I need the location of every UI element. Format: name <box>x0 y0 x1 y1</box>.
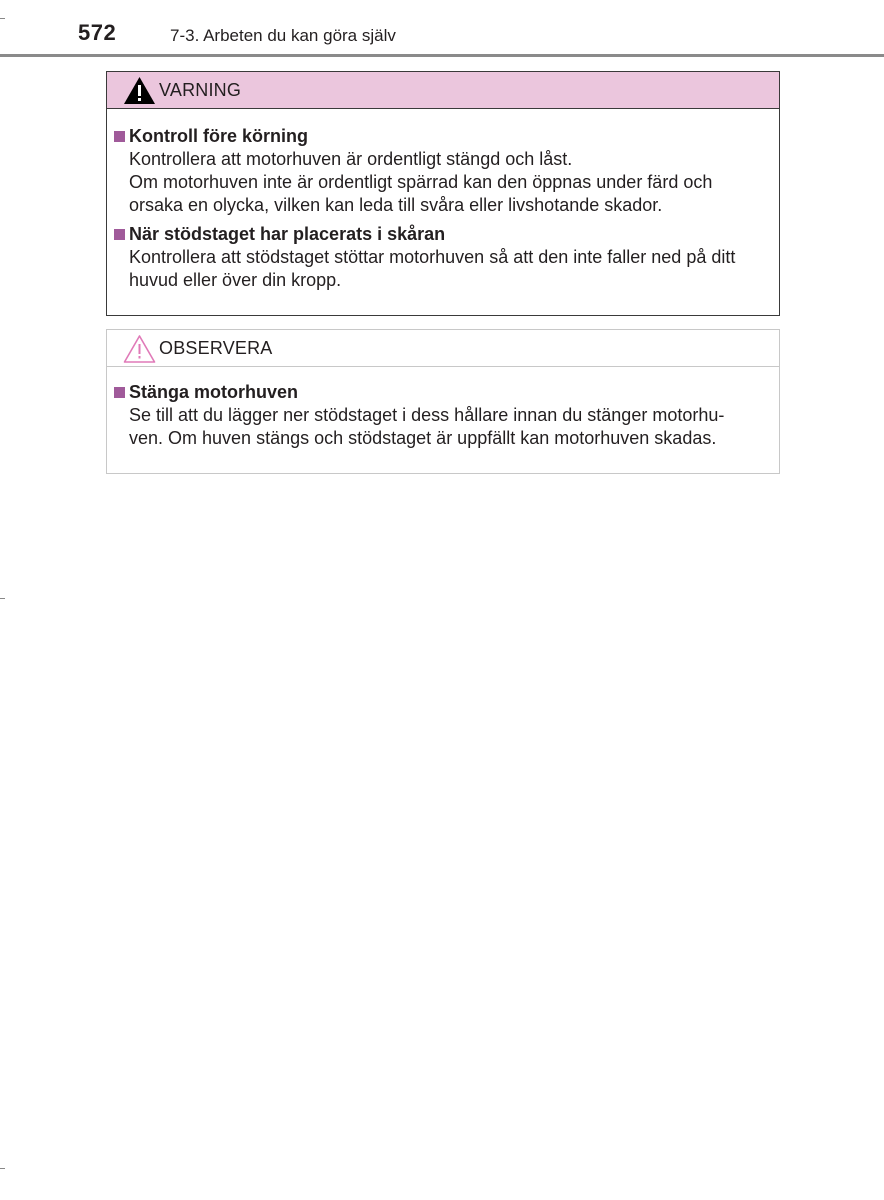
crop-mark-middle <box>0 598 5 599</box>
item-body-line: orsaka en olycka, vilken kan leda till svåra eller livshotande skador. <box>129 195 663 215</box>
warning-item-pre-drive-check <box>107 124 779 217</box>
square-bullet-icon <box>114 387 125 398</box>
item-body <box>107 246 779 292</box>
caution-box-header <box>107 330 779 367</box>
warning-item-support-rod <box>107 222 779 292</box>
item-title: Stänga motorhuven <box>129 382 299 402</box>
item-title: Kontroll före körning <box>129 126 308 146</box>
page-number: 572 <box>78 20 117 45</box>
caution-label: OBSERVERA <box>159 338 273 358</box>
item-body <box>107 404 779 450</box>
page-header <box>0 0 884 58</box>
section-title: 7-3. Arbeten du kan göra själv <box>170 26 396 45</box>
item-body-line: Kontrollera att stödstaget stöttar motorhuven så att den inte faller ned på ditt <box>129 247 736 267</box>
caution-item-close-hood <box>107 380 779 450</box>
warning-label: VARNING <box>159 80 242 100</box>
warning-box-header <box>107 72 779 109</box>
item-body-line: Om motorhuven inte är ordentligt spärrad kan den öppnas under färd och <box>129 172 713 192</box>
item-body-line: Kontrollera att motorhuven är ordentligt stängd och låst. <box>129 149 573 169</box>
square-bullet-icon <box>114 229 125 240</box>
item-title: När stödstaget har placerats i skåran <box>129 224 446 244</box>
warning-box <box>106 71 780 316</box>
header-rule <box>0 54 884 57</box>
caution-triangle-icon <box>123 334 156 363</box>
item-body <box>107 148 779 217</box>
item-body-line: Se till att du lägger ner stödstaget i dess hållare innan du stänger motorhu- <box>129 405 725 425</box>
square-bullet-icon <box>114 131 125 142</box>
crop-mark-bottom <box>0 1168 5 1169</box>
caution-box <box>106 329 780 474</box>
item-body-line: ven. Om huven stängs och stödstaget är uppfällt kan motorhuven skadas. <box>129 428 717 448</box>
warning-triangle-icon <box>123 76 156 105</box>
item-body-line: huvud eller över din kropp. <box>129 270 342 290</box>
